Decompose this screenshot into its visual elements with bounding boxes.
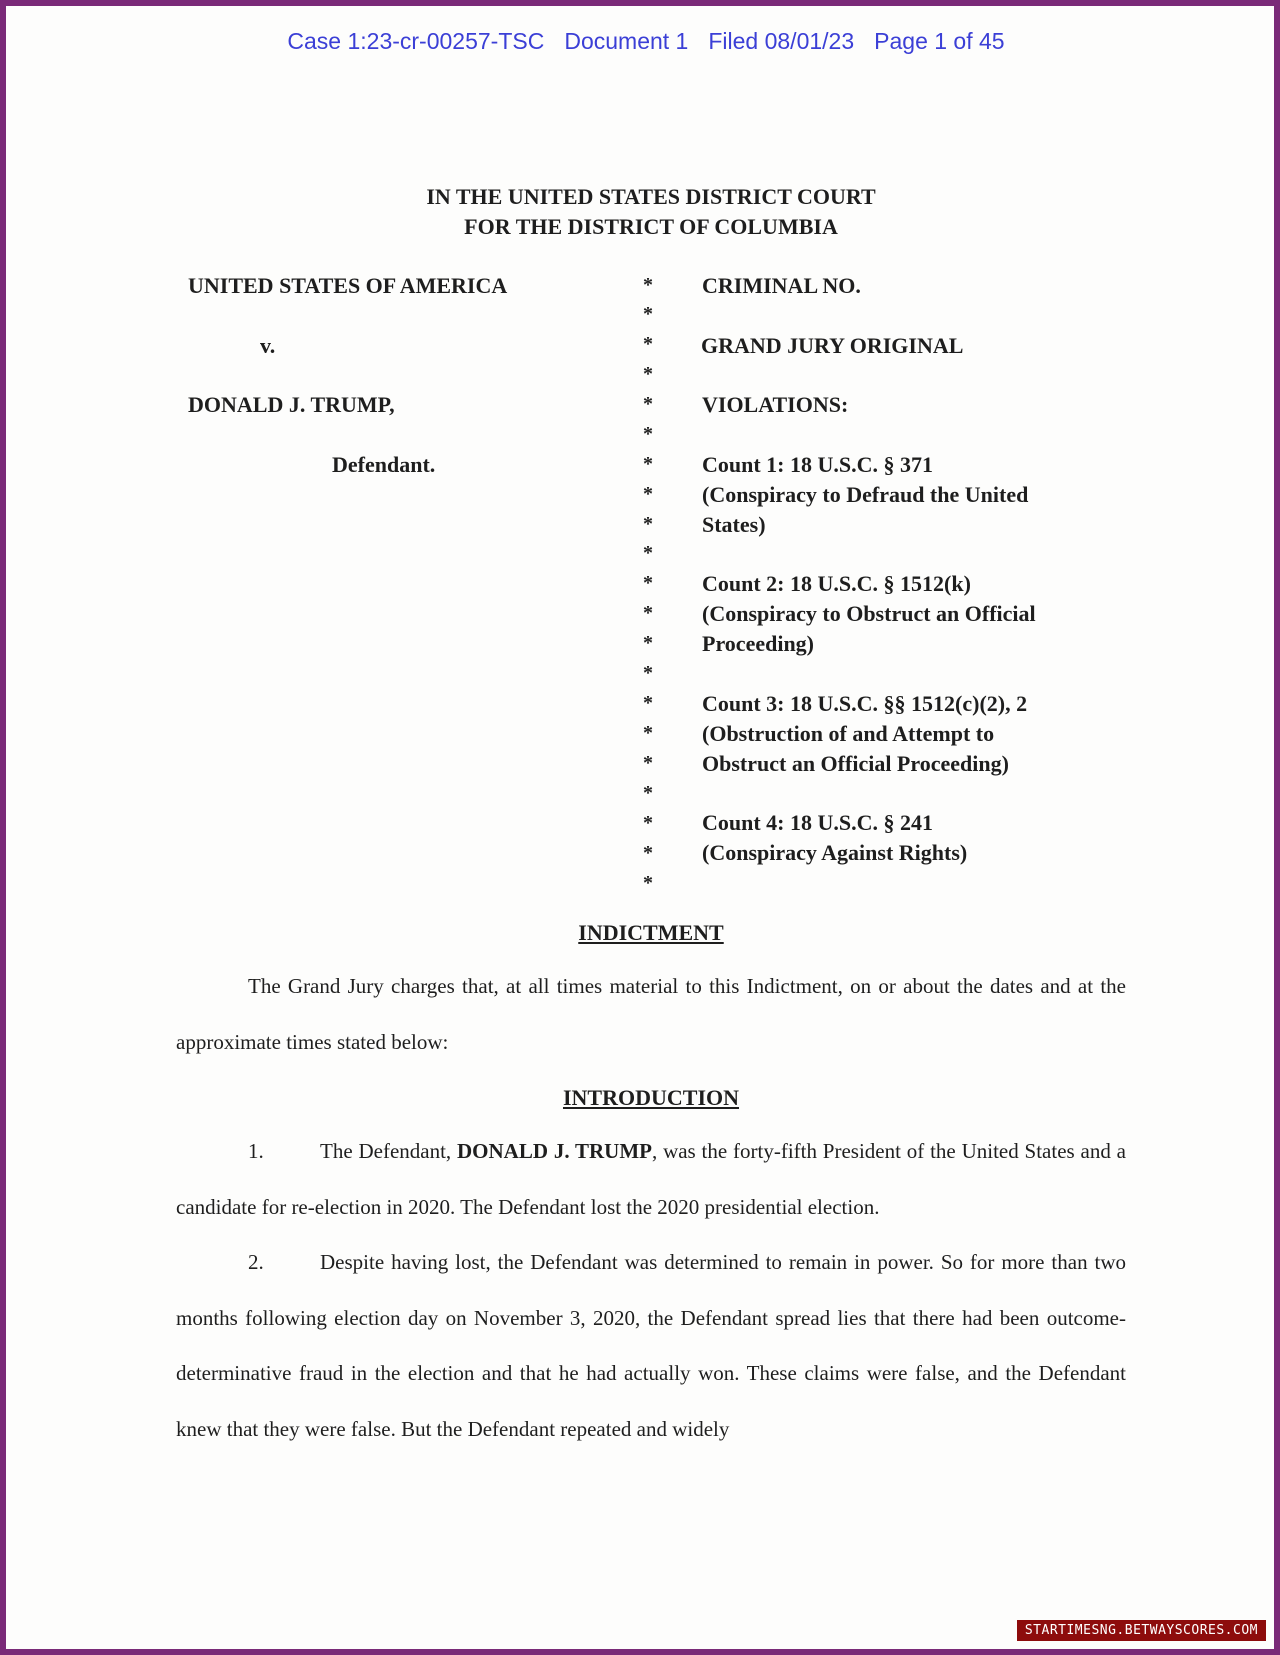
court-title-line-2: FOR THE DISTRICT OF COLUMBIA [464, 214, 838, 239]
count-2-statute: Count 2: 18 U.S.C. § 1512(k) [702, 571, 971, 596]
ecf-header [6, 28, 1280, 55]
charge-paragraph: The Grand Jury charges that, at all times material to this Indictment, on or about the dates and at the approximate times stated below: [176, 974, 1126, 1054]
paragraph-1 [176, 1124, 1126, 1235]
caption-separator: * [643, 572, 653, 594]
paragraph-1-text: , was the forty-fifth President of the United States and a candidate for re-election in 2020. The Defendant lost the 2020 presidential election. [176, 1139, 1126, 1219]
watermark-badge: STARTIMESNG.BETWAYSCORES.COM [1017, 1620, 1266, 1641]
caption-separator: * [643, 662, 653, 684]
caption-separator: * [643, 423, 653, 445]
defendant-name-inline: DONALD J. TRUMP [457, 1139, 652, 1163]
criminal-number-label: CRIMINAL NO. [702, 273, 861, 298]
page-number: Page 1 of 45 [874, 28, 1005, 54]
defendant-role: Defendant. [332, 452, 436, 477]
count-4-description: (Conspiracy Against Rights) [702, 840, 968, 865]
caption-separator: * [643, 752, 653, 774]
count-2-description-cont: Proceeding) [702, 631, 815, 656]
paragraph-2-number: 2. [248, 1250, 264, 1274]
document-number: Document 1 [564, 28, 689, 54]
indictment-heading: INDICTMENT [578, 920, 724, 945]
count-1-description-cont: States) [702, 512, 766, 537]
caption-separator: * [643, 542, 653, 564]
count-1-statute: Count 1: 18 U.S.C. § 371 [702, 452, 934, 477]
caption-separator: * [643, 782, 653, 804]
caption-separator: * [643, 872, 653, 894]
paragraph-1-number: 1. [248, 1139, 264, 1163]
caption-separator: * [643, 692, 653, 714]
paragraph-2 [176, 1235, 1126, 1457]
caption-separator: * [643, 602, 653, 624]
caption-separator: * [643, 363, 653, 385]
count-1-description: (Conspiracy to Defraud the United [702, 482, 1029, 507]
count-3-statute: Count 3: 18 U.S.C. §§ 1512(c)(2), 2 [702, 691, 1028, 716]
caption-separator: * [643, 842, 653, 864]
caption-separator: * [643, 513, 653, 535]
caption-separator: * [643, 483, 653, 505]
count-4-statute: Count 4: 18 U.S.C. § 241 [702, 810, 934, 835]
paragraph-1-lead: The Defendant, [320, 1139, 457, 1163]
court-title [6, 182, 1280, 242]
caption-separator: * [643, 722, 653, 744]
case-number: Case 1:23-cr-00257-TSC [287, 28, 545, 54]
filed-date: Filed 08/01/23 [708, 28, 855, 54]
count-3-description: (Obstruction of and Attempt to [702, 721, 995, 746]
defendant-name: DONALD J. TRUMP, [188, 392, 395, 417]
caption-separator: * [643, 274, 653, 296]
versus-label: v. [260, 333, 276, 358]
caption-separator: * [643, 632, 653, 654]
caption-separator: * [643, 812, 653, 834]
plaintiff-name: UNITED STATES OF AMERICA [188, 273, 508, 298]
count-3-description-cont: Obstruct an Official Proceeding) [702, 751, 1009, 776]
introduction-heading: INTRODUCTION [562, 1085, 740, 1110]
caption-separator: * [643, 453, 653, 475]
violations-label: VIOLATIONS: [702, 392, 849, 417]
grand-jury-label: GRAND JURY ORIGINAL [701, 333, 964, 358]
paragraph-2-text: Despite having lost, the Defendant was determined to remain in power. So for more than two months following election day on November 3, 2020, the Defendant spread lies that there had been outcome-determinative fraud in the election and that he had actually won. These claims were false, and the Defendant knew that they were false. But the Defendant repeated and widely [176, 1250, 1126, 1441]
caption-separator: * [643, 333, 653, 355]
court-title-line-1: IN THE UNITED STATES DISTRICT COURT [426, 184, 876, 209]
count-2-description: (Conspiracy to Obstruct an Official [702, 601, 1036, 626]
caption-separator: * [643, 303, 653, 325]
caption-separator: * [643, 393, 653, 415]
